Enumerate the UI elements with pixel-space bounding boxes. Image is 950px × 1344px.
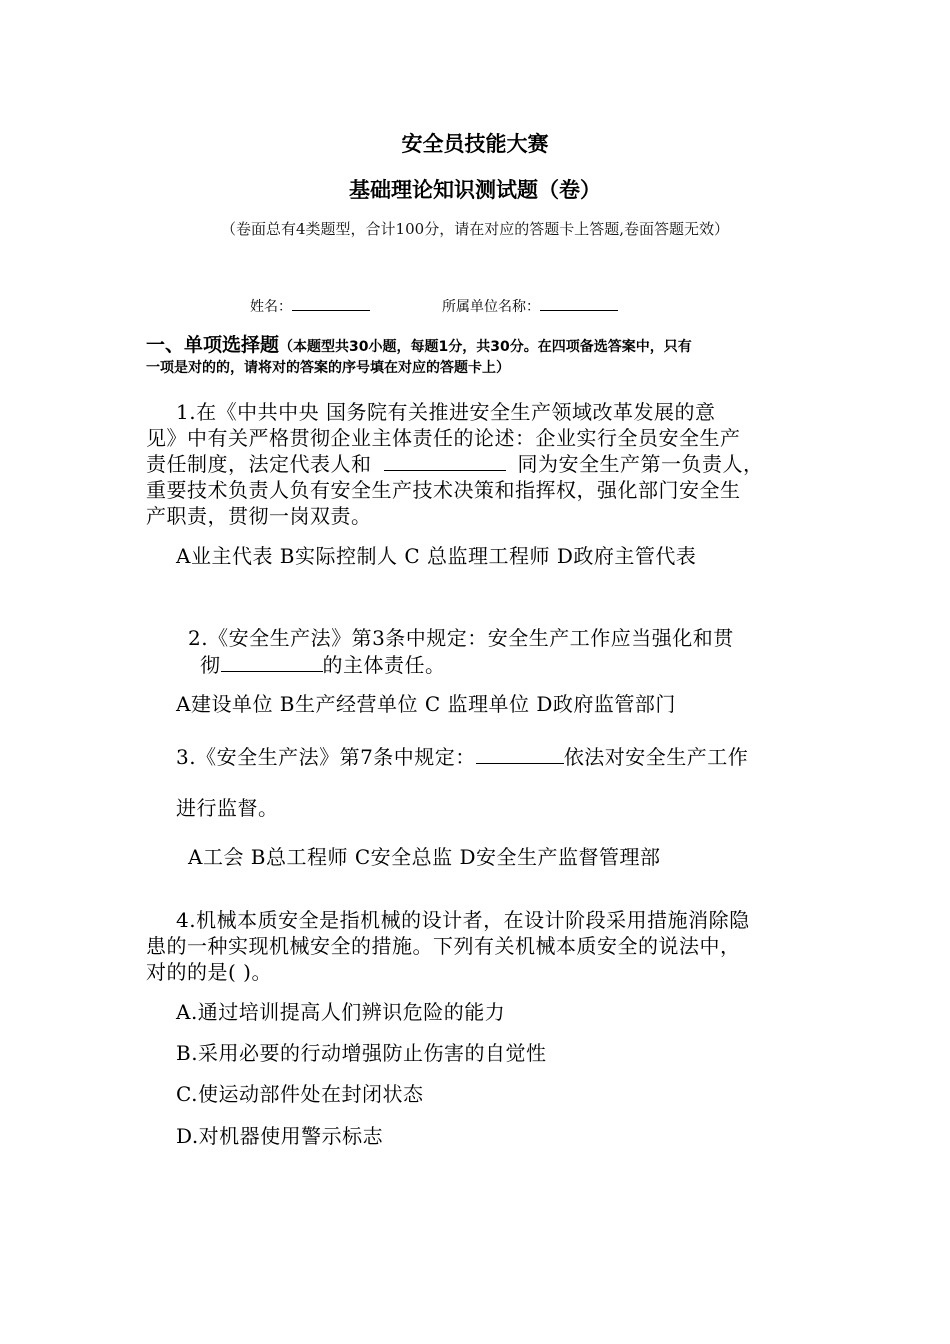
q3-options: A工会 B总工程师 C安全总监 D安全生产监督管理部 <box>188 845 661 869</box>
q2-line2-start: 彻 <box>200 653 221 677</box>
name-label: 姓名： <box>250 299 292 315</box>
q4-option-a: A.通过培训提高人们辨识危险的能力 <box>176 1000 506 1024</box>
name-field <box>250 292 370 316</box>
q1-line3-start: 责任制度，法定代表人和 <box>146 452 372 476</box>
q4-line1: 4.机械本质安全是指机械的设计者，在设计阶段采用措施消除隐 <box>176 908 750 932</box>
section-note-line1: （本题型共30小题，每题1分，共30分。在四项备选答案中，只有 <box>279 339 692 355</box>
q1-line1: 1.在《中共中央 国务院有关推进安全生产领域改革发展的意 <box>176 400 716 424</box>
q3-line1-end: 依法对安全生产工作 <box>563 745 749 769</box>
section-heading <box>146 330 692 357</box>
q1-options: A业主代表 B实际控制人 C 总监理工程师 D政府主管代表 <box>176 544 697 568</box>
q4-line3: 对的的是( )。 <box>146 960 272 984</box>
q2-line2 <box>200 649 446 678</box>
section-note-line2: 一项是对的的，请将对的答案的序号填在对应的答题卡上） <box>146 360 510 376</box>
q1-line2: 见》中有关严格贯彻企业主体责任的论述：企业实行全员安全生产 <box>146 426 741 450</box>
exam-subtitle: 基础理论知识测试题（卷） <box>349 178 601 202</box>
q1-line5: 产职责，贯彻一岗双责。 <box>146 504 372 528</box>
q3-line2: 进行监督。 <box>176 796 279 820</box>
q1-line4: 重要技术负责人负有安全生产技术决策和指挥权，强化部门安全生 <box>146 478 741 502</box>
name-blank <box>292 292 370 311</box>
q1-line3-end: 同为安全生产第一负责人， <box>517 452 764 476</box>
q4-line2: 患的一种实现机械安全的措施。下列有关机械本质安全的说法中， <box>146 934 741 958</box>
q3-answer-blank <box>476 745 564 764</box>
unit-field <box>442 292 618 316</box>
q1-answer-blank <box>384 452 506 471</box>
q2-answer-blank <box>221 653 323 672</box>
section-title: 一、单项选择题 <box>146 334 280 356</box>
q2-options: A建设单位 B生产经营单位 C 监理单位 D政府监管部门 <box>176 692 676 716</box>
q2-line1: 2.《安全生产法》第3条中规定：安全生产工作应当强化和贯 <box>188 626 734 650</box>
q4-option-c: C.使运动部件处在封闭状态 <box>176 1082 424 1106</box>
q4-option-d: D.对机器使用警示标志 <box>176 1124 384 1148</box>
q3-line1 <box>176 741 748 770</box>
exam-instructions: （卷面总有4类题型，合计100分，请在对应的答题卡上答题,卷面答题无效） <box>221 220 729 238</box>
q3-line1-start: 3.《安全生产法》第7条中规定： <box>176 745 476 769</box>
exam-title: 安全员技能大赛 <box>401 132 549 156</box>
q4-option-b: B.采用必要的行动增强防止伤害的自觉性 <box>176 1041 547 1065</box>
q2-line2-end: 的主体责任。 <box>322 653 446 677</box>
unit-label: 所属单位名称： <box>442 299 540 315</box>
unit-blank <box>540 292 618 311</box>
q1-line3 <box>146 448 764 477</box>
